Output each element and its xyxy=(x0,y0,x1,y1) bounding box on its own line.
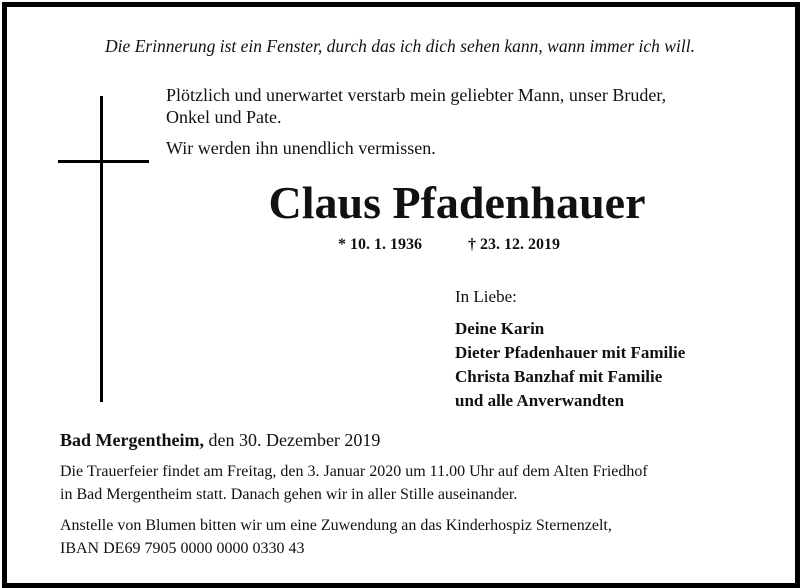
place-and-date xyxy=(60,429,380,451)
donation-line: Anstelle von Blumen bitten wir um eine Zuwendung an das Kinderhospiz Sternenzelt, xyxy=(60,517,612,534)
place-name: Bad Mergentheim, xyxy=(60,430,204,450)
intro-line: Wir werden ihn unendlich vermissen. xyxy=(166,138,436,158)
service-line: in Bad Mergentheim statt. Danach gehen wir in aller Stille auseinander. xyxy=(60,486,518,503)
mourner-name: Christa Banzhaf mit Familie xyxy=(455,367,663,386)
cross-vertical-bar xyxy=(100,96,103,402)
funeral-service-info xyxy=(60,460,760,506)
intro-line: Plötzlich und unerwartet verstarb mein geliebter Mann, unser Bruder, xyxy=(166,85,667,105)
service-line: Die Trauerfeier findet am Freitag, den 3. Januar 2020 um 11.00 Uhr auf dem Alten Friedhof xyxy=(60,463,648,480)
mourner-name: Dieter Pfadenhauer mit Familie xyxy=(455,343,686,362)
cross-horizontal-bar xyxy=(58,160,149,163)
intro-text xyxy=(166,84,766,159)
motto-quote: Die Erinnerung ist ein Fenster, durch das ich dich sehen kann, wann immer ich will. xyxy=(105,36,695,56)
mourners-heading: In Liebe: xyxy=(455,287,517,306)
iban-line: IBAN DE69 7905 0000 0000 0330 43 xyxy=(60,540,305,557)
death-date: † 23. 12. 2019 xyxy=(468,236,560,253)
mourner-name: Deine Karin xyxy=(455,319,545,338)
mourners-list xyxy=(455,317,685,413)
birth-date: * 10. 1. 1936 xyxy=(338,236,422,253)
deceased-name: Claus Pfadenhauer xyxy=(268,177,646,228)
donation-info xyxy=(60,514,760,560)
mourner-name: und alle Anverwandten xyxy=(455,391,625,410)
intro-line: Onkel und Pate. xyxy=(166,107,282,127)
date-text: den 30. Dezember 2019 xyxy=(203,430,381,450)
